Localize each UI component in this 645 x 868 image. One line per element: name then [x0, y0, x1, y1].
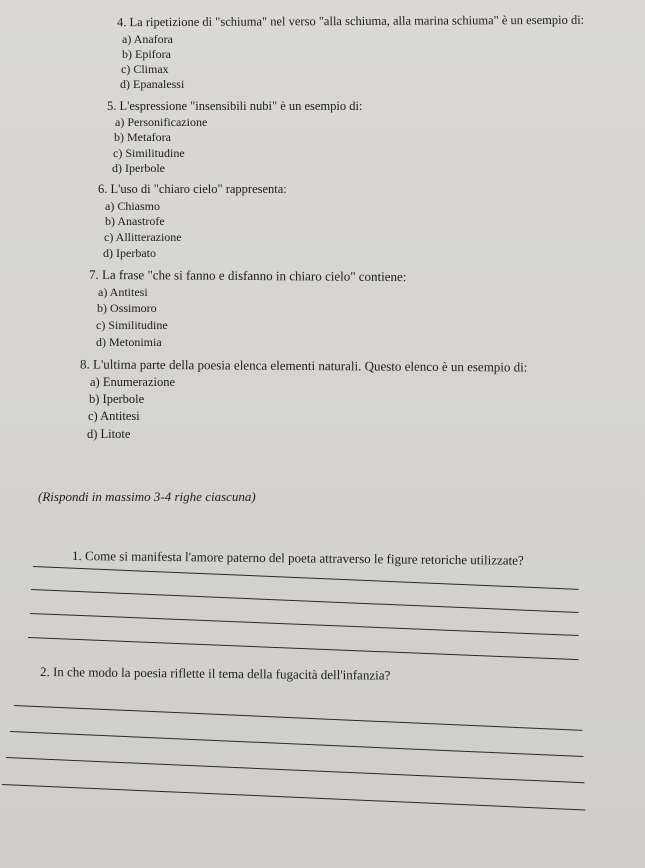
question-7-option-a: a) Antitesi [98, 285, 148, 299]
answer-line[interactable] [28, 637, 579, 660]
answer-line[interactable] [30, 613, 579, 636]
question-5: 5. L'espressione "insensibili nubi" è un esempio di: [107, 99, 363, 113]
question-5-option-c: c) Similitudine [113, 146, 185, 160]
question-4-option-c: c) Climax [121, 62, 169, 76]
question-6-option-b: b) Anastrofe [105, 214, 165, 228]
question-8-option-b: b) Iperbole [89, 392, 145, 406]
question-8-option-a: a) Enumerazione [90, 375, 176, 389]
question-5-option-a: a) Personificazione [115, 115, 208, 129]
open-question-2: 2. In che modo la poesia riflette il tema della fugacità dell'infanzia? [39, 664, 391, 683]
question-6-option-d: d) Iperbato [103, 246, 156, 260]
answer-line[interactable] [14, 705, 583, 731]
answer-line[interactable] [33, 566, 579, 590]
question-4-option-d: d) Epanalessi [120, 77, 185, 91]
question-7-option-b: b) Ossimoro [97, 301, 157, 315]
question-7-option-d: d) Metonimia [96, 335, 162, 349]
open-question-1: 1. Come si manifesta l'amore paterno del poeta attraverso le figure retoriche utilizzate? [71, 548, 524, 568]
answer-line[interactable] [31, 589, 579, 613]
question-8-option-c: c) Antitesi [88, 409, 140, 423]
question-5-option-d: d) Iperbole [112, 161, 165, 175]
question-6: 6. L'uso di "chiaro cielo" rappresenta: [98, 182, 287, 196]
question-7-option-c: c) Similitudine [96, 318, 168, 332]
question-8-option-d: d) Litote [87, 427, 131, 441]
answer-line[interactable] [2, 784, 585, 810]
question-4: 4. La ripetizione di "schiuma" nel verso "alla schiuma, alla marina schiuma" è un esempio di: [116, 12, 585, 30]
question-5-option-b: b) Metafora [114, 130, 171, 144]
question-6-option-a: a) Chiasmo [105, 199, 160, 213]
question-8: 8. L'ultima parte della poesia elenca elementi naturali. Questo elenco è un esempio di: [79, 356, 528, 375]
question-6-option-c: c) Allitterazione [104, 230, 182, 244]
question-4-option-b: b) Epifora [122, 47, 171, 61]
instruction-text: (Rispondi in massimo 3-4 righe ciascuna) [38, 489, 256, 504]
question-4-option-a: a) Anafora [122, 32, 173, 46]
answer-line[interactable] [10, 731, 583, 757]
question-7: 7. La frase "che si fanno e disfanno in chiaro cielo" contiene: [88, 266, 407, 285]
answer-line[interactable] [6, 757, 584, 783]
